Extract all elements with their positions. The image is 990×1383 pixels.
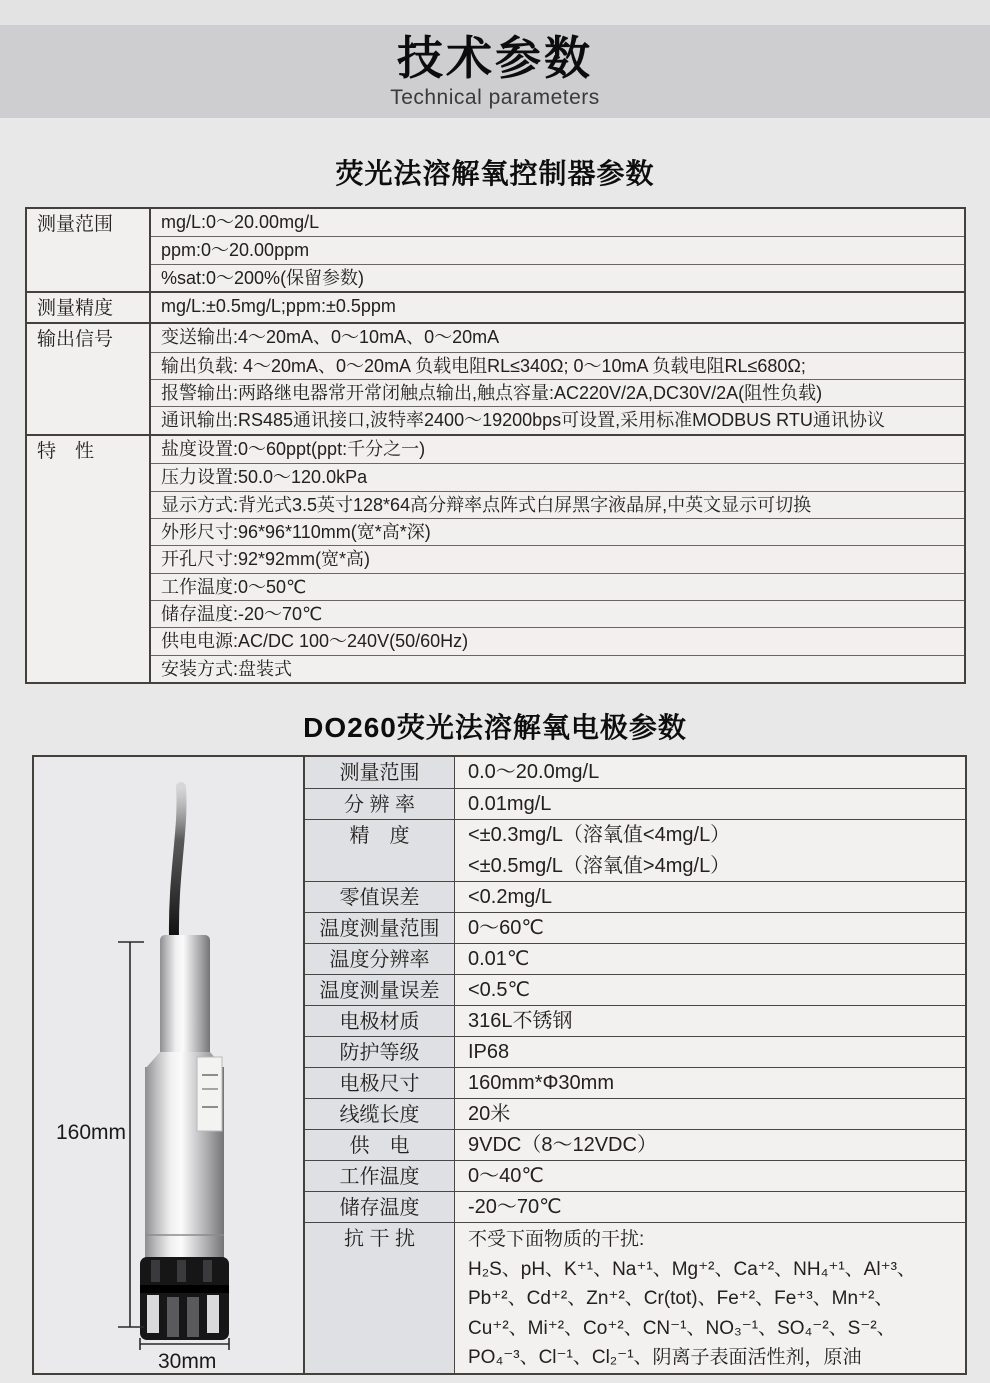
param-value: ppm:0～20.00ppm [151, 236, 964, 263]
param-label: 储存温度 [305, 1192, 455, 1222]
param-value: mg/L:0～20.00mg/L [161, 212, 320, 232]
param-value: 0.01mg/L [468, 793, 552, 815]
param-value: <±0.3mg/L（溶氧值<4mg/L） [468, 824, 731, 846]
param-value: 工作温度:0～50℃ [151, 573, 964, 600]
param-label: 输出信号 [27, 324, 151, 434]
diameter-label: 30mm [158, 1350, 217, 1373]
param-label: 测量范围 [305, 757, 455, 788]
param-value: IP68 [468, 1041, 510, 1063]
param-label: 测量精度 [27, 293, 151, 322]
param-value: 316L不锈钢 [468, 1010, 573, 1032]
table-row [305, 757, 965, 788]
param-label: 温度测量误差 [305, 975, 455, 1005]
param-value: 20米 [468, 1103, 511, 1125]
electrode-rows [305, 757, 965, 1373]
param-value: 压力设置:50.0～120.0kPa [151, 463, 964, 490]
param-value: 0～40℃ [468, 1165, 544, 1187]
param-value: 不受下面物质的干扰: [468, 1229, 645, 1250]
param-value: 安装方式:盘装式 [151, 655, 964, 682]
param-value: 外形尺寸:96*96*110mm(宽*高*深) [151, 518, 964, 545]
table-row [305, 943, 965, 974]
param-label: 线缆长度 [305, 1099, 455, 1129]
param-label: 分 辨 率 [305, 789, 455, 819]
top-strip [0, 0, 990, 25]
page-subtitle: Technical parameters [390, 85, 600, 109]
electrode-section-title: DO260荧光法溶解氧电极参数 [303, 712, 687, 743]
table-row [305, 1067, 965, 1098]
param-label: 精 度 [305, 820, 455, 881]
length-label: 160mm [56, 1121, 127, 1144]
table-group-measure-range [27, 209, 964, 291]
param-value: <0.2mg/L [468, 886, 552, 908]
param-value: 0.0～20.0mg/L [468, 761, 600, 783]
param-label: 特 性 [27, 436, 151, 683]
param-label: 工作温度 [305, 1161, 455, 1191]
param-value: H₂S、pH、K⁺¹、Na⁺¹、Mg⁺²、Ca⁺²、NH₄⁺¹、Al⁺³、 [468, 1258, 916, 1280]
param-value: 储存温度:-20～70℃ [151, 600, 964, 627]
controller-section-title: 荧光法溶解氧控制器参数 [335, 158, 655, 189]
probe-top-cylinder [160, 935, 210, 1057]
probe-cable [174, 787, 182, 937]
table-group-features [27, 434, 964, 683]
table-row [305, 788, 965, 819]
param-value: 报警输出:两路继电器常开常闭触点输出,触点容量:AC220V/2A,DC30V/2A(阻性负载) [151, 379, 964, 406]
param-value: -20～70℃ [468, 1196, 562, 1218]
table-row [305, 881, 965, 912]
param-value: %sat:0～200%(保留参数) [151, 264, 964, 291]
page-title: 技术参数 [397, 32, 593, 85]
param-value: 0～60℃ [468, 917, 544, 939]
param-label: 温度分辨率 [305, 944, 455, 974]
param-value: 显示方式:背光式3.5英寸128*64高分辩率点阵式白屏黑字液晶屏,中英文显示可切换 [151, 491, 964, 518]
controller-params-table [25, 207, 966, 684]
param-value: <0.5℃ [468, 979, 530, 1001]
param-value: 输出负载: 4～20mA、0～20mA 负载电阻RL≤340Ω; 0～10mA 负载电阻RL≤680Ω; [151, 352, 964, 379]
param-label: 电极尺寸 [305, 1068, 455, 1098]
param-value: <±0.5mg/L（溶氧值>4mg/L） [468, 855, 731, 877]
param-value: 盐度设置:0～60ppt(ppt:千分之一) [161, 438, 426, 459]
table-group-accuracy [27, 291, 964, 322]
probe-image [34, 757, 303, 1373]
table-group-output-signal [27, 322, 964, 434]
param-value: 开孔尺寸:92*92mm(宽*高) [151, 545, 964, 572]
param-label: 电极材质 [305, 1006, 455, 1036]
param-label: 测量范围 [27, 209, 151, 291]
param-value: Cu⁺²、Mi⁺²、Co⁺²、CN⁻¹、NO₃⁻¹、SO₄⁻²、S⁻²、 [468, 1317, 896, 1339]
probe-image-cell [34, 757, 305, 1373]
table-row [305, 1160, 965, 1191]
table-row [305, 819, 965, 881]
table-row [305, 1005, 965, 1036]
probe-cage [140, 1257, 229, 1340]
table-row [305, 912, 965, 943]
header-band [0, 25, 990, 118]
param-value: 160mm*Φ30mm [468, 1072, 614, 1094]
table-row [305, 974, 965, 1005]
param-label: 零值误差 [305, 882, 455, 912]
param-value: mg/L:±0.5mg/L;ppm:±0.5ppm [161, 296, 396, 317]
param-value: 0.01℃ [468, 948, 530, 970]
electrode-params-table [32, 755, 967, 1375]
probe-label-tag [197, 1057, 222, 1131]
param-value: Pb⁺²、Cd⁺²、Zn⁺²、Cr(tot)、Fe⁺²、Fe⁺³、Mn⁺²、 [468, 1288, 894, 1309]
param-value: PO₄⁻³、Cl⁻¹、Cl₂⁻¹、阴离子表面活性剂，原油 [468, 1347, 862, 1368]
param-label: 温度测量范围 [305, 913, 455, 943]
table-row [305, 1098, 965, 1129]
param-label: 供 电 [305, 1130, 455, 1160]
table-row [305, 1191, 965, 1222]
param-value: 变送输出:4～20mA、0～10mA、0～20mA [161, 327, 500, 348]
table-row [305, 1222, 965, 1373]
table-row [305, 1129, 965, 1160]
param-label: 防护等级 [305, 1037, 455, 1067]
param-label: 抗 干 扰 [305, 1223, 455, 1373]
param-value: 供电电源:AC/DC 100～240V(50/60Hz) [151, 627, 964, 654]
param-value: 9VDC（8～12VDC） [468, 1134, 657, 1156]
table-row [305, 1036, 965, 1067]
param-value: 通讯输出:RS485通讯接口,波特率2400～19200bps可设置,采用标准MODBUS RTU通讯协议 [151, 406, 964, 433]
